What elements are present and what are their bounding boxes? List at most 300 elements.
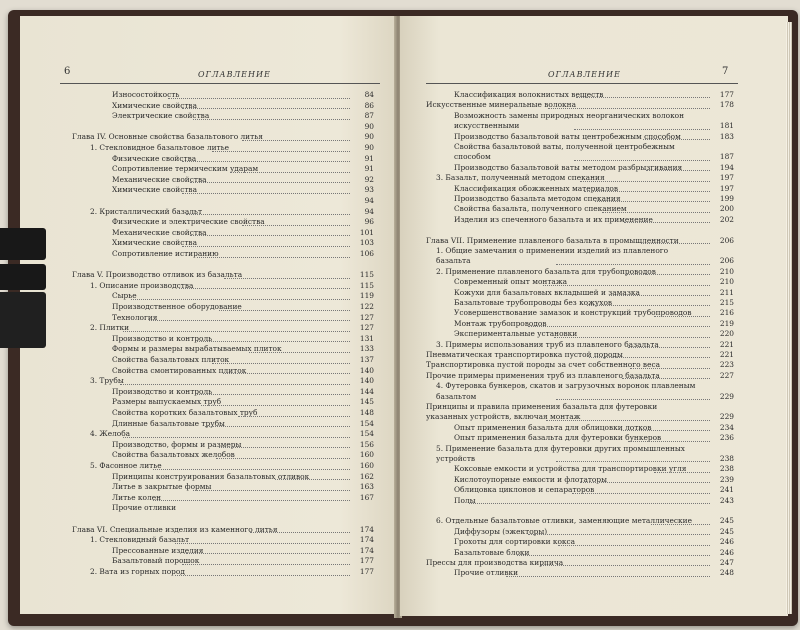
toc-entry: [400, 163, 788, 173]
toc-chapter: [20, 525, 396, 536]
toc-entry-title: Длинные базальтовые трубы: [112, 418, 225, 428]
dot-leader: [212, 363, 350, 364]
toc-entry: [20, 397, 396, 408]
toc-entry: [400, 277, 788, 287]
toc-entry-title: Электрические свойства: [112, 111, 210, 121]
toc-entry-title: Современный опыт монтажа: [454, 277, 568, 287]
toc-entry: [400, 90, 788, 100]
toc-entry-title: Монтаж трубопроводов: [454, 318, 547, 328]
page-number: 6: [64, 66, 71, 77]
toc-entry: [400, 308, 788, 318]
toc-entry: [20, 387, 396, 398]
toc-entry-title: Глава V. Производство отливок из базальта: [72, 270, 243, 280]
toc-entry: [20, 228, 396, 239]
toc-page-number: 202: [719, 214, 734, 224]
toc-entry: [400, 527, 788, 537]
toc-page-number: 197: [719, 183, 734, 193]
dot-leader: [621, 430, 711, 431]
toc-page-number: 197: [719, 173, 734, 183]
toc-page-number: 144: [359, 386, 374, 396]
toc-page-number: 177: [359, 567, 374, 576]
toc-entry-title: Механические свойства: [112, 227, 207, 237]
toc-entry-title: Грохоты для сортировки кокса: [454, 537, 576, 547]
dot-leader: [153, 469, 350, 470]
toc-entry-title: Опыт применения базальта для футеровки бункеров: [454, 433, 662, 443]
toc-entry: [20, 175, 396, 186]
toc-page-number: 103: [359, 238, 374, 248]
running-head: ОГЛАВЛЕНИЕ: [548, 70, 621, 79]
toc-entry: [400, 423, 788, 433]
toc-entry-title: 2. Кристаллический базальт: [90, 206, 203, 216]
toc-page-number: 167: [359, 492, 374, 502]
dot-leader: [628, 441, 710, 442]
toc-page-number: 174: [359, 524, 374, 534]
toc-entry-title: 1. Стекловидное базальтовое литье: [90, 143, 230, 152]
toc-entry: [400, 464, 788, 474]
toc-entry-title: 3. Примеры использования труб из плавленого базальта: [436, 339, 659, 349]
toc-entry-title: Прессы для производства кирпича: [426, 558, 564, 567]
toc-page-number: 215: [719, 298, 734, 307]
toc-entry: [400, 340, 788, 350]
toc-page-number: 236: [719, 433, 734, 443]
toc-page-number: 248: [719, 568, 734, 578]
toc-entry: [20, 323, 396, 334]
toc-entry: [400, 215, 788, 225]
dot-leader: [558, 545, 710, 546]
toc-page-number: 246: [719, 537, 734, 547]
toc-page-number: 187: [719, 152, 734, 162]
toc-entry-title: Облицовка циклонов и сепараторов: [454, 485, 595, 495]
toc-entry: [400, 100, 788, 110]
dot-leader: [149, 320, 350, 321]
dot-leader: [182, 161, 350, 162]
toc-page-number: 174: [359, 535, 374, 545]
table-of-contents: [400, 90, 788, 610]
toc-entry-title: Транспортировка пустой породы за счет собственного веса: [426, 360, 661, 370]
toc-entry: [20, 503, 396, 514]
toc-entry-title: Диффузоры (эжекторы): [454, 526, 548, 536]
toc-entry-title: Физические свойства: [112, 153, 197, 163]
toc-entry-title: Глава VI. Специальные изделия из каменного литья: [72, 524, 278, 534]
toc-page-number: 174: [359, 545, 374, 555]
toc-entry: [20, 493, 396, 504]
toc-entry-title: Базальтовые блоки: [454, 547, 530, 557]
toc-entry-title: Прессованные изделия: [112, 545, 204, 555]
toc-entry: [400, 111, 788, 132]
toc-page-number: 246: [719, 547, 734, 557]
toc-page-number: 115: [359, 280, 374, 290]
toc-entry-title: Полы: [454, 495, 476, 505]
toc-page-number: 234: [719, 422, 734, 432]
page-edges: [786, 22, 792, 614]
toc-page-number: 241: [719, 485, 734, 495]
dot-leader: [123, 331, 350, 332]
dot-leader: [186, 553, 350, 554]
dot-leader: [528, 534, 710, 535]
toc-entry: [20, 196, 396, 207]
toc-entry-title: Пневматическая транспортировка пустой породы: [426, 350, 623, 359]
dot-leader: [249, 352, 350, 353]
right-page: [400, 16, 788, 616]
dot-leader: [242, 140, 350, 141]
toc-page-number: 200: [719, 204, 734, 214]
toc-entry-title: Производство и контроль: [112, 333, 213, 343]
dot-leader: [182, 193, 350, 194]
toc-page-number: 90: [364, 132, 374, 142]
dot-leader: [131, 299, 351, 300]
toc-entry: [20, 567, 396, 578]
toc-page-number: 210: [719, 266, 734, 276]
toc-page-number: 221: [719, 350, 734, 359]
toc-page-number: 101: [359, 227, 374, 237]
toc-page-number: 87: [364, 111, 374, 121]
dot-leader: [197, 394, 350, 395]
dot-leader: [250, 532, 350, 533]
toc-page-number: 206: [719, 235, 734, 245]
toc-entry-title: 2. Применение плавленого базальта для трубопроводов: [436, 266, 656, 276]
toc-page-number: 122: [359, 302, 374, 311]
toc-page-number: 92: [364, 174, 374, 184]
toc-page-number: 163: [359, 482, 374, 492]
dot-leader: [223, 373, 350, 374]
toc-entry-title: Изделия из спеченного базальта и их применение: [454, 214, 653, 224]
toc-entry: [20, 450, 396, 461]
toc-entry: [400, 329, 788, 339]
toc-entry: [20, 334, 396, 345]
toc-entry: [20, 143, 396, 154]
dot-leader: [580, 181, 710, 182]
toc-entry-title: 2. Плитки: [90, 323, 130, 333]
toc-page-number: 229: [719, 391, 734, 401]
toc-entry: [400, 246, 788, 267]
toc-entry: [400, 298, 788, 308]
dot-leader: [182, 564, 350, 565]
toc-page-number: 219: [719, 318, 734, 328]
toc-page-number: 127: [359, 323, 374, 333]
toc-chapter: [20, 132, 396, 143]
toc-entry-title: Износостойкость: [112, 90, 180, 99]
toc-entry: [20, 238, 396, 249]
toc-page-number: 106: [359, 249, 374, 258]
toc-entry: [20, 408, 396, 419]
toc-entry-title: Кислотоупорные емкости и флотаторы: [454, 474, 607, 484]
dot-leader: [630, 368, 711, 369]
toc-entry: [20, 355, 396, 366]
toc-entry: [400, 433, 788, 443]
toc-entry: [20, 556, 396, 567]
toc-entry: [400, 371, 788, 381]
dot-leader: [654, 472, 710, 473]
toc-page-number: 221: [719, 339, 734, 349]
toc-entry-title: 1. Общие замечания о применении изделий из плавленого базальта: [436, 246, 669, 266]
toc-entry: [400, 204, 788, 214]
dot-leader: [646, 170, 710, 171]
toc-entry-title: Производство базальта методом спекания: [454, 194, 621, 203]
dot-leader: [643, 139, 710, 140]
toc-entry: [20, 482, 396, 493]
toc-page-number: 133: [359, 344, 374, 354]
toc-entry: [20, 302, 396, 313]
dot-leader: [622, 378, 710, 379]
toc-chapter: [20, 270, 396, 281]
dot-leader: [548, 108, 710, 109]
dot-leader: [212, 151, 350, 152]
toc-page-number: 160: [359, 450, 374, 460]
toc-page-number: 183: [719, 131, 734, 141]
toc-entry-title: Прочие отливки: [454, 568, 519, 578]
toc-entry: [400, 267, 788, 277]
toc-entry: [20, 535, 396, 546]
dot-leader: [589, 357, 710, 358]
dot-leader: [546, 420, 710, 421]
toc-entry-title: Возможность замены природных неорганических волокон искусственными: [454, 110, 685, 131]
page-number: 7: [722, 66, 729, 77]
dot-leader: [506, 576, 710, 577]
dot-leader: [168, 98, 351, 99]
toc-entry-title: Принципы и правила применения базальта для футеровки указанных устройств, включая монтаж: [426, 402, 658, 422]
toc-page-number: 238: [719, 453, 734, 463]
toc-entry: [20, 514, 396, 525]
toc-page-number: 177: [359, 556, 374, 566]
toc-entry: [20, 217, 396, 228]
toc-entry-title: Химические свойства: [112, 185, 197, 195]
toc-entry: [20, 122, 396, 133]
toc-entry-title: Химические свойства: [112, 238, 197, 248]
toc-entry-title: Производство и контроль: [112, 386, 213, 396]
toc-entry-title: Производство базальтовой ваты методом разбрызгивания: [454, 162, 683, 172]
toc-entry-title: Свойства базальта, полученного спеканием: [454, 204, 627, 214]
toc-page-number: 220: [719, 329, 734, 339]
toc-entry: [20, 281, 396, 292]
toc-page-number: 115: [359, 270, 374, 280]
dot-leader: [572, 493, 710, 494]
toc-entry: [400, 444, 788, 465]
toc-page-number: 154: [359, 418, 374, 428]
dot-leader: [580, 482, 710, 483]
dot-leader: [576, 97, 710, 98]
toc-entry-title: Кожухи для базальтовых вкладышей и замазка: [454, 287, 640, 297]
toc-entry-title: Литье колен: [112, 492, 161, 502]
dot-leader: [190, 182, 350, 183]
toc-page-number: 181: [719, 121, 734, 131]
toc-entry: [400, 225, 788, 235]
toc-entry-title: Производственное оборудование: [112, 302, 242, 311]
toc-entry: [400, 350, 788, 360]
dot-leader: [186, 214, 350, 215]
toc-page-number: 223: [719, 360, 734, 370]
toc-page-number: 90: [364, 121, 374, 131]
toc-entry-title: Технология: [112, 312, 158, 322]
toc-entry-title: Принципы конструирования базальтовых отливок: [112, 471, 310, 481]
toc-entry: [400, 142, 788, 163]
toc-page-number: 156: [359, 439, 374, 449]
toc-entry: [20, 154, 396, 165]
toc-entry: [20, 344, 396, 355]
toc-page-number: 194: [719, 162, 734, 172]
toc-entry-title: Экспериментальные установки: [454, 329, 578, 339]
dot-leader: [624, 222, 710, 223]
dot-leader: [602, 212, 710, 213]
dot-leader: [175, 543, 350, 544]
toc-page-number: 227: [719, 370, 734, 380]
dot-leader: [469, 503, 710, 504]
toc-entry-title: 4. Желоба: [90, 429, 131, 439]
toc-entry-title: Свойства коротких базальтовых труб: [112, 408, 258, 417]
toc-entry-title: Химические свойства: [112, 100, 197, 110]
dot-leader: [182, 246, 350, 247]
book-clip: [0, 228, 46, 348]
toc-entry-title: 4. Футеровка бункеров, скатов и загрузочных воронок плавленым базальтом: [436, 381, 696, 401]
dot-leader: [193, 490, 350, 491]
toc-entry: [20, 291, 396, 302]
toc-page-number: 245: [719, 526, 734, 536]
dot-leader: [123, 437, 350, 438]
toc-page-number: 245: [719, 516, 734, 526]
toc-page-number: 131: [359, 333, 374, 343]
toc-page-number: 239: [719, 474, 734, 484]
toc-entry: [20, 472, 396, 483]
dot-leader: [153, 500, 350, 501]
toc-entry: [400, 402, 788, 423]
toc-entry-title: Механические свойства: [112, 174, 207, 184]
dot-leader: [584, 191, 711, 192]
toc-page-number: 137: [359, 355, 374, 364]
dot-leader: [182, 108, 350, 109]
toc-entry-title: 5. Применение базальта для футеровки других промышленных устройств: [436, 443, 685, 463]
toc-page-number: 211: [719, 287, 734, 297]
toc-entry: [20, 429, 396, 440]
toc-page-number: 94: [364, 196, 374, 205]
toc-entry: [20, 260, 396, 271]
dot-leader: [242, 225, 351, 226]
dot-leader: [197, 341, 350, 342]
toc-entry: [20, 249, 396, 260]
toc-entry-title: Свойства смонтированных плиток: [112, 365, 247, 375]
dot-leader: [541, 565, 710, 566]
toc-page-number: 91: [364, 164, 374, 174]
toc-entry: [400, 194, 788, 204]
dot-leader: [190, 235, 350, 236]
toc-entry: [20, 207, 396, 218]
toc-page-number: 91: [364, 153, 374, 163]
toc-entry: [20, 440, 396, 451]
toc-page-number: 94: [364, 206, 374, 216]
toc-entry-title: Классификация обожженных материалов: [454, 183, 619, 193]
toc-page-number: 177: [719, 90, 734, 99]
toc-page-number: 238: [719, 464, 734, 474]
toc-page-number: 199: [719, 194, 734, 203]
dot-leader: [197, 257, 350, 258]
toc-page-number: 90: [364, 143, 374, 152]
toc-entry: [400, 319, 788, 329]
dot-leader: [528, 326, 710, 327]
dot-leader: [556, 461, 710, 462]
toc-entry: [20, 111, 396, 122]
toc-entry-title: Прочие отливки: [112, 503, 177, 513]
toc-page-number: 84: [364, 90, 374, 99]
toc-page-number: 140: [359, 365, 374, 375]
toc-entry-title: Литье в закрытые формы: [112, 482, 212, 492]
dot-leader: [216, 458, 350, 459]
toc-entry: [400, 173, 788, 183]
dot-leader: [574, 160, 710, 161]
toc-page-number: 229: [719, 412, 734, 422]
left-page: [20, 16, 396, 614]
toc-page-number: 247: [719, 558, 734, 567]
toc-entry: [400, 184, 788, 194]
toc-page-number: 160: [359, 461, 374, 470]
toc-entry: [20, 313, 396, 324]
running-head: ОГЛАВЛЕНИЕ: [198, 70, 271, 79]
toc-page-number: 243: [719, 495, 734, 505]
toc-entry: [20, 101, 396, 112]
toc-entry: [400, 558, 788, 568]
dot-leader: [175, 575, 350, 576]
dot-leader: [275, 479, 350, 480]
table-of-contents: [20, 90, 396, 610]
dot-leader: [625, 274, 710, 275]
toc-entry-title: Искусственные минеральные волокна: [426, 100, 576, 110]
toc-entry: [400, 506, 788, 516]
toc-entry-title: Сопротивление термическим ударам: [112, 164, 259, 174]
dot-leader: [587, 305, 710, 306]
dot-leader: [219, 447, 350, 448]
toc-page-number: 119: [359, 291, 374, 301]
toc-entry: [400, 548, 788, 558]
toc-entry: [400, 475, 788, 485]
toc-entry-title: Свойства базальтовых плиток: [112, 355, 230, 364]
toc-entry-title: Размеры выпускаемых труб: [112, 397, 222, 407]
toc-entry-title: Классификация волокнистых веществ: [454, 90, 604, 99]
toc-entry: [20, 376, 396, 387]
toc-entry-title: Физические и электрические свойства: [112, 217, 265, 227]
toc-page-number: 210: [719, 277, 734, 287]
toc-page-number: 154: [359, 429, 374, 439]
toc-entry: [400, 381, 788, 402]
dot-leader: [517, 555, 710, 556]
toc-entry-title: Формы и размеры вырабатываемых плиток: [112, 344, 282, 354]
dot-leader: [205, 426, 351, 427]
toc-entry-title: 2. Вата из горных пород: [90, 567, 185, 576]
dot-leader: [219, 310, 350, 311]
toc-entry: [20, 90, 396, 101]
toc-entry-title: Базальтовый порошок: [112, 556, 200, 566]
dot-leader: [224, 278, 350, 279]
toc-entry-title: Усовершенствование замазок и конструкций трубопроводов: [454, 308, 692, 318]
toc-entry: [20, 366, 396, 377]
toc-entry-title: Свойства базальтовых желобов: [112, 450, 235, 460]
toc-entry: [400, 288, 788, 298]
dot-leader: [654, 316, 710, 317]
dot-leader: [651, 524, 710, 525]
toc-entry-title: Базальтовые трубопроводы без кожухов: [454, 298, 613, 307]
toc-entry-title: 3. Базальт, полученный методом спекания: [436, 173, 605, 183]
dot-leader: [556, 399, 710, 400]
dot-leader: [120, 384, 350, 385]
toc-page-number: 178: [719, 100, 734, 110]
toc-entry: [400, 360, 788, 370]
toc-entry: [400, 516, 788, 526]
dot-leader: [193, 119, 350, 120]
dot-leader: [628, 347, 710, 348]
toc-entry: [400, 132, 788, 142]
toc-page-number: 140: [359, 376, 374, 386]
dot-leader: [641, 243, 710, 244]
toc-entry: [20, 461, 396, 472]
toc-entry: [20, 164, 396, 175]
toc-entry: [400, 485, 788, 495]
dot-leader: [543, 285, 710, 286]
